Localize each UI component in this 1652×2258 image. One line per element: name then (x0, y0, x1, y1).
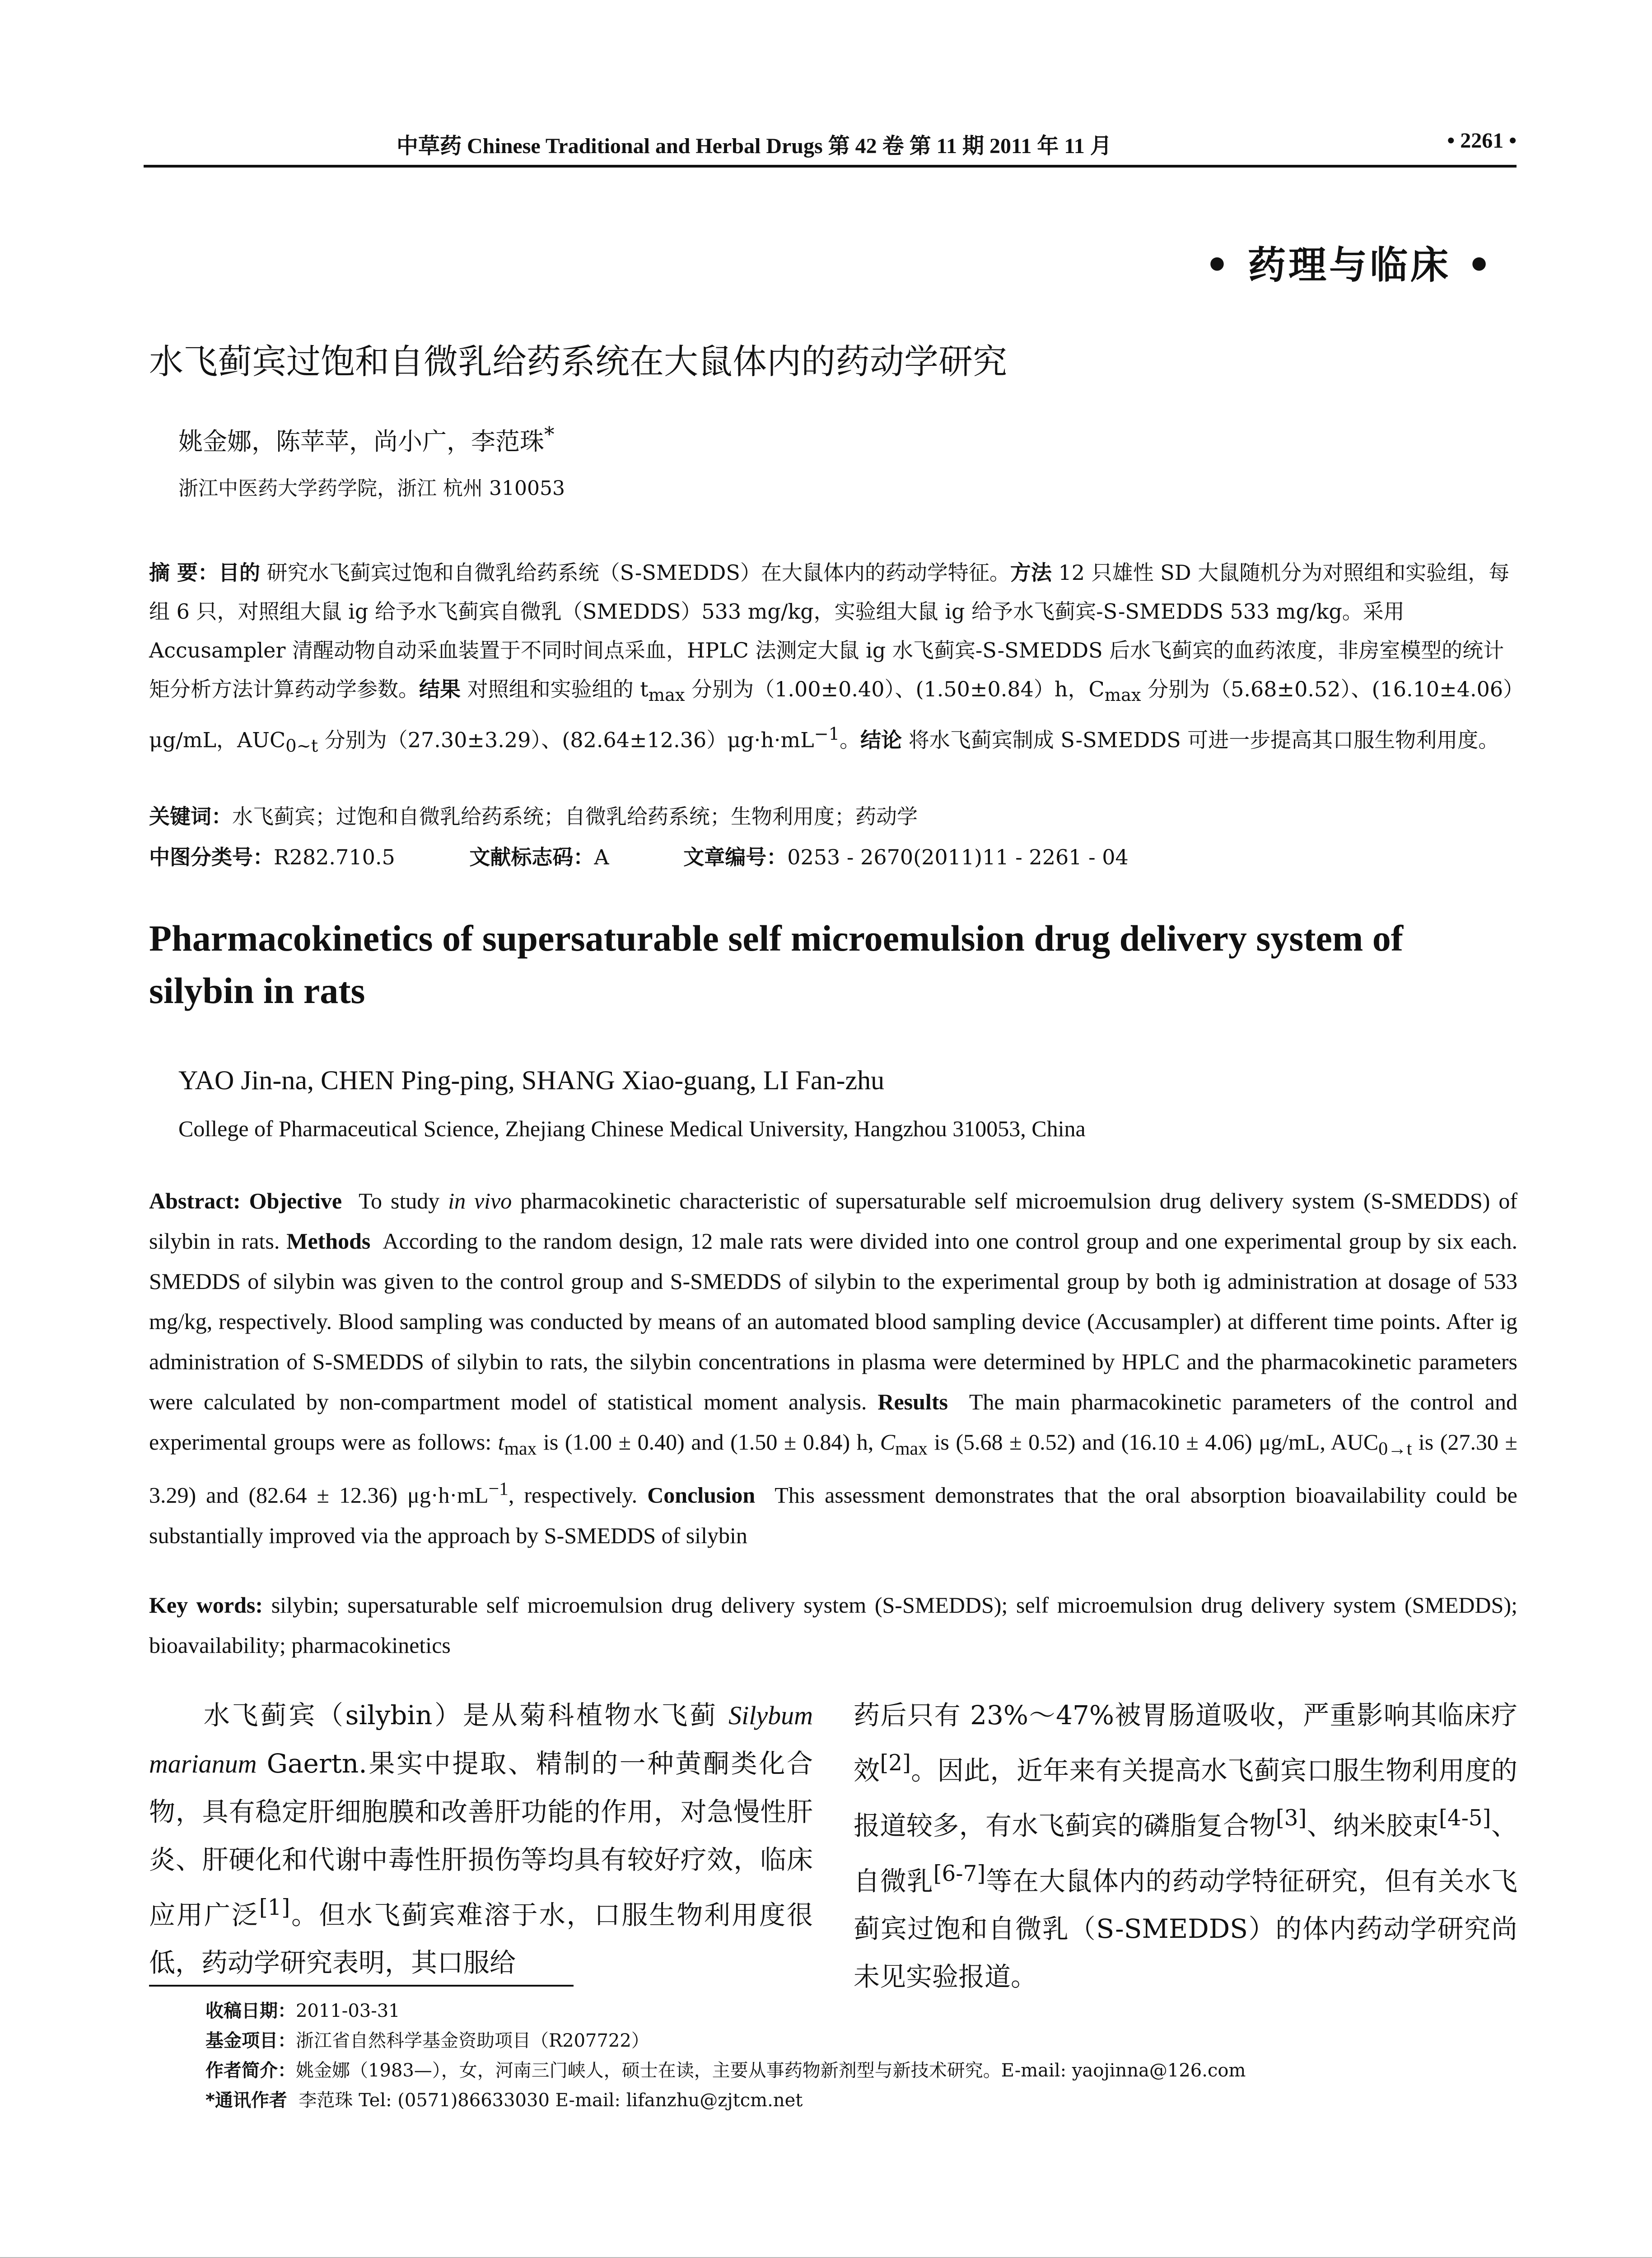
results-en-label: Results (877, 1389, 948, 1414)
results-en-c: C (880, 1429, 896, 1455)
classification-line (149, 838, 1517, 877)
citation-4-5: [4-5] (1438, 1805, 1491, 1831)
keywords-cn (149, 797, 1517, 836)
article-number-label: 文章编号： (683, 845, 788, 869)
clc-label: 中图分类号： (149, 845, 274, 869)
fund-text: 浙江省自然科学基金资助项目（R207722） (296, 2030, 649, 2051)
header-rule (144, 165, 1517, 168)
corresponding-label: *通讯作者 (205, 2090, 287, 2111)
journal-line: 中草药 Chinese Traditional and Herbal Drugs 第 42 卷 第 11 期 2011 年 11 月 (397, 134, 1112, 158)
results-en-t: t (498, 1429, 504, 1455)
authors-cn-text: 姚金娜，陈苹苹，尚小广，李范珠 (178, 427, 544, 456)
body-left-italic: Silybum marianum (149, 1701, 813, 1778)
footnotes (205, 1996, 1515, 2115)
methods-en-label: Methods (286, 1228, 371, 1254)
keywords-en-label: Key words: (149, 1592, 263, 1618)
body-right-1: 药后只有 23%～47%被胃肠道吸收，严重影响其临床疗效 (854, 1700, 1517, 1786)
results-cn-4: 分别为（27.30±3.29）、(82.64±12.36）μg·h·mL (318, 728, 814, 752)
affiliation-cn: 浙江中医药大学药学院，浙江 杭州 310053 (178, 477, 565, 500)
body-left-1: 水飞蓟宾（silybin）是从菊科植物水飞蓟 (201, 1700, 729, 1731)
results-cn-sub-1: max (648, 685, 685, 706)
corresponding-text: 李范珠 Tel: (0571)86633030 E-mail: lifanzhu@zjtcm.net (299, 2090, 803, 2111)
title-en: Pharmacokinetics of supersaturable self microemulsion drug delivery system of silybin in rats (149, 918, 1404, 1011)
conclusion-en-label: Conclusion (647, 1482, 756, 1508)
keywords-en-text: silybin; supersaturable self microemulsion drug delivery system (S-SMEDDS); self microemulsion drug delivery system (SMEDDS); bioavailability; pharmacokinetics (149, 1592, 1518, 1658)
page-number: • 2261 • (1447, 129, 1517, 153)
title-cn: 水飞蓟宾过饱和自微乳给药系统在大鼠体内的药动学研究 (149, 341, 1007, 382)
conclusion-cn-label: 结论 (860, 728, 902, 752)
results-cn-sup-4: −1 (814, 724, 840, 745)
objective-cn-label: 目的 (219, 560, 261, 585)
affiliation-en: College of Pharmaceutical Science, Zhejiang Chinese Medical University, Hangzhou 310053, China (178, 1116, 1086, 1141)
results-cn-2: 分别为（1.00±0.40）、(1.50±0.84）h，C (685, 677, 1105, 701)
body-right-4: 、自微乳 (854, 1810, 1517, 1896)
doc-code-value: A (594, 845, 609, 869)
received-label: 收稿日期： (205, 2001, 296, 2021)
authors-en: YAO Jin-na, CHEN Ping-ping, SHANG Xiao-guang, LI Fan-zhu (178, 1065, 885, 1095)
objective-en-2: pharmacokinetic characteristic of supersaturable self microemulsion drug delivery system (S-SMEDDS) of silybin in rats. (149, 1188, 1518, 1254)
citation-3: [3] (1275, 1805, 1307, 1831)
body-right-3: 、纳米胶束 (1307, 1810, 1439, 1841)
results-en-2: is (1.00 ± 0.40) and (1.50 ± 0.84) h, (537, 1429, 880, 1455)
doc-code-label: 文献标志码： (469, 845, 594, 869)
methods-cn: 12 只雄性 SD 大鼠随机分为对照组和实验组，每组 6 只，对照组大鼠 ig 给予水飞蓟宾自微乳（SMEDDS）533 mg/kg，实验组大鼠 ig 给予水飞蓟宾-S-SMEDDS 533 mg/kg。采用 Accusampler 清醒动物自动采血装置于不同时间点采血，HPLC 法测定大鼠 ig 水飞蓟宾-S-SMEDDS 后水飞蓟宾的血药浓度，非房室模型的统计矩分析方法计算药动学参数。 (149, 560, 1510, 701)
results-cn-5: 。 (840, 728, 861, 752)
results-cn-sub-3: 0~t (285, 736, 318, 756)
results-en-1: The main pharmacokinetic parameters of the control and experimental groups were as follows: (149, 1389, 1517, 1455)
methods-en: According to the random design, 12 male rats were divided into one control group and one experimental group by six each. SMEDDS of silybin was given to the control group and S-SMEDDS of silybin to the experimental group by both ig administration at dosage of 533 mg/kg, respectively. Blood sampling was conducted by means of an automated blood sampling device (Accusampler) at different time points. After ig administration of S-SMEDDS of silybin to rats, the silybin concentrations in plasma were determined by HPLC and the pharmacokinetic parameters were calculated by non-compartment model of statistical moment analysis. (149, 1228, 1518, 1414)
bio-text: 姚金娜（1983—），女，河南三门峡人，硕士在读，主要从事药物新剂型与新技术研究。E-mail: yaojinna@126.com (296, 2060, 1246, 2081)
bio-label: 作者简介： (205, 2060, 296, 2081)
footnote-rule (149, 1985, 574, 1987)
results-en-4: is (27.30 ± 3.29) and (82.64 ± 12.36) μg·h·mL (149, 1429, 1517, 1508)
abstract-cn-label: 摘 要： (149, 560, 219, 585)
results-en-sub-1: max (504, 1438, 537, 1459)
objective-en-italic: in vivo (448, 1188, 512, 1213)
doc-code-group (469, 845, 609, 869)
authors-cn (178, 422, 555, 457)
footnote-received (205, 1996, 1515, 2026)
citation-6-7: [6-7] (933, 1861, 986, 1886)
methods-cn-label: 方法 (1010, 560, 1052, 585)
body-column-right (854, 1691, 1517, 2001)
keywords-cn-label: 关键词： (149, 804, 232, 829)
body-column-left (149, 1691, 813, 1987)
footnote-corresponding (205, 2085, 1515, 2115)
clc-group (149, 845, 395, 869)
clc-value: R282.710.5 (274, 845, 395, 869)
conclusion-en: This assessment demonstrates that the oral absorption bioavailability could be substantially improved via the approach by S-SMEDDS of silybin (149, 1482, 1517, 1548)
running-header (144, 128, 1517, 164)
received-date: 2011-03-31 (296, 2001, 400, 2021)
conclusion-cn: 将水飞蓟宾制成 S-SMEDDS 可进一步提高其口服生物利用度。 (908, 728, 1499, 752)
article-number-group (683, 845, 1129, 869)
results-en-3: is (5.68 ± 0.52) and (16.10 ± 4.06) μg/mL, AUC (927, 1429, 1379, 1455)
keywords-cn-text: 水飞蓟宾；过饱和自微乳给药系统；自微乳给药系统；生物利用度；药动学 (232, 804, 918, 829)
abstract-en (149, 1181, 1517, 1556)
objective-en-1: To study (359, 1188, 448, 1213)
results-cn-label: 结果 (419, 677, 461, 701)
results-en-5: , respectively. (508, 1482, 638, 1508)
body-right-2: 。因此，近年来有关提高水飞蓟宾口服生物利用度的报道较多，有水飞蓟宾的磷脂复合物 (854, 1755, 1517, 1841)
footnote-fund (205, 2026, 1515, 2056)
objective-cn: 研究水飞蓟宾过饱和自微乳给药系统（S-SMEDDS）在大鼠体内的药动学特征。 (266, 560, 1010, 585)
results-cn-sub-2: max (1104, 685, 1141, 706)
article-number-value: 0253 - 2670(2011)11 - 2261 - 04 (787, 845, 1129, 869)
body-left-2: Gaertn.果实中提取、精制的一种黄酮类化合物，具有稳定肝细胞膜和改善肝功能的作用，对急慢性肝炎、肝硬化和代谢中毒性肝损伤等均具有较好疗效，临床应用广泛 (149, 1748, 813, 1931)
results-en-sub-3: 0→t (1378, 1438, 1412, 1459)
corresponding-author-mark: * (544, 422, 555, 446)
section-label: • 药理与临床 • (1205, 243, 1494, 287)
fund-label: 基金项目： (205, 2030, 296, 2051)
citation-2: [2] (880, 1750, 911, 1776)
citation-1: [1] (259, 1895, 290, 1920)
results-en-sup-4: −1 (488, 1479, 509, 1499)
results-cn-1: 对照组和实验组的 t (467, 677, 649, 701)
footnote-author-bio (205, 2056, 1515, 2085)
keywords-en (149, 1585, 1517, 1666)
results-en-sub-2: max (895, 1438, 928, 1459)
abstract-cn (149, 553, 1517, 766)
body-left-3: 。但水飞蓟宾难溶于水，口服生物利用度很低，药动学研究表明，其口服给 (149, 1899, 813, 1978)
body-right-5: 等在大鼠体内的药动学特征研究，但有关水飞蓟宾过饱和自微乳（S-SMEDDS）的体内药动学研究尚未见实验报道。 (854, 1865, 1517, 1992)
results-cn-3: 分别为（5.68±0.52）、(16.10±4.06）μg/mL，AUC (149, 677, 1514, 752)
abstract-en-label: Abstract: Objective (149, 1188, 342, 1213)
